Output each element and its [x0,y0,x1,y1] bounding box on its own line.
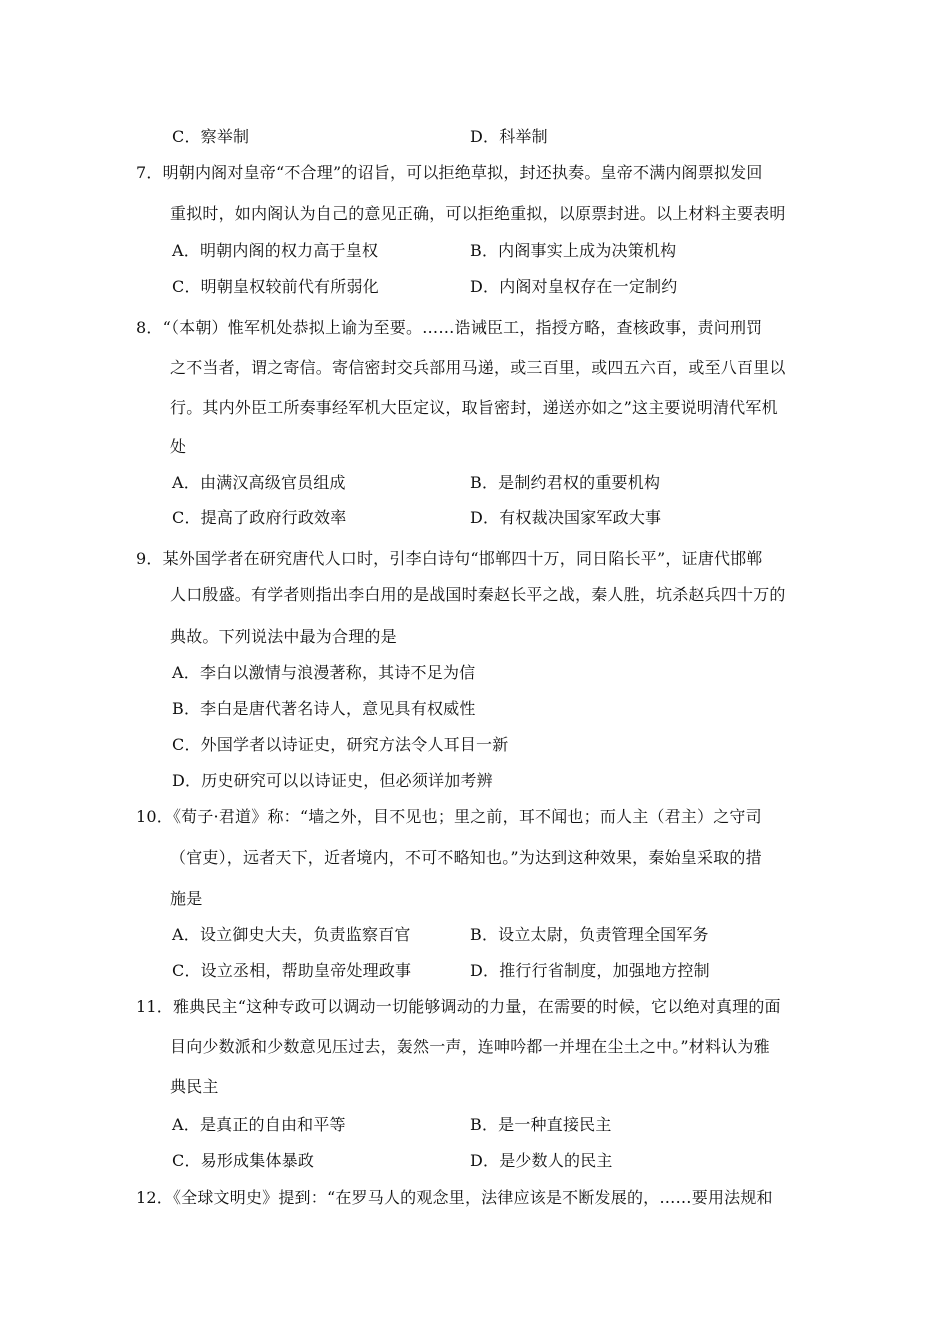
answer-option: B．李白是唐代著名诗人，意见具有权威性 [172,699,476,718]
question-stem-line: 12．《全球文明史》提到：“在罗马人的观念里，法律应该是不断发展的，……要用法规和 [136,1188,773,1207]
answer-option: B．是制约君权的重要机构 [470,473,661,492]
answer-option: D．历史研究可以以诗证史，但必须详加考辨 [172,771,493,790]
answer-option: B．是一种直接民主 [470,1115,612,1134]
answer-option: B．内阁事实上成为决策机构 [470,241,677,260]
answer-option: A．由满汉高级官员组成 [172,473,346,492]
question-stem-line: 人口殷盛。有学者则指出李白用的是战国时秦赵长平之战，秦人胜，坑杀赵兵四十万的 [170,585,786,604]
answer-option: C．设立丞相，帮助皇帝处理政事 [172,961,412,980]
question-stem-line: 典故。下列说法中最为合理的是 [170,627,397,646]
answer-option: A．李白以激情与浪漫著称，其诗不足为信 [172,663,476,682]
question-stem-line: 10．《荀子·君道》称：“墙之外，目不见也；里之前，耳不闻也；而人主（君主）之守司 [136,807,762,826]
question-stem-line: 8．“（本朝）惟军机处恭拟上谕为至要。……诰诫臣工，指授方略，查核政事，责问刑罚 [136,318,763,337]
answer-option: C．外国学者以诗证史，研究方法令人耳目一新 [172,735,509,754]
answer-option: A．明朝内阁的权力高于皇权 [172,241,379,260]
answer-option: D．是少数人的民主 [470,1151,613,1170]
answer-option: A．设立御史大夫，负责监察百官 [172,925,411,944]
question-stem-line: （官吏），远者天下，近者境内，不可不略知也。”为达到这种效果，秦始皇采取的措 [170,848,762,867]
answer-option: B．设立太尉，负责管理全国军务 [470,925,709,944]
question-stem-line: 目向少数派和少数意见压过去，轰然一声，连呻吟都一并埋在尘土之中。”材料认为雅 [170,1037,770,1056]
question-stem-line: 施是 [170,889,203,908]
answer-option: D．推行行省制度，加强地方控制 [470,961,710,980]
question-stem-line: 11．雅典民主“这种专政可以调动一切能够调动的力量，在需要的时候，它以绝对真理的面 [136,997,781,1016]
question-stem-line: 7．明朝内阁对皇帝“不合理”的诏旨，可以拒绝草拟，封还执奏。皇帝不满内阁票拟发回 [136,163,763,182]
answer-option: C．提高了政府行政效率 [172,508,347,527]
answer-option: C．易形成集体暴政 [172,1151,315,1170]
question-stem-line: 之不当者，谓之寄信。寄信密封交兵部用马递，或三百里，或四五六百，或至八百里以 [170,358,786,377]
answer-option: C．察举制 [172,127,250,146]
answer-option: D．内阁对皇权存在一定制约 [470,277,678,296]
answer-option: D．科举制 [470,127,548,146]
question-stem-line: 处 [170,437,187,456]
question-stem-line: 重拟时，如内阁认为自己的意见正确，可以拒绝重拟，以原票封进。以上材料主要表明 [170,204,786,223]
answer-option: C．明朝皇权较前代有所弱化 [172,277,379,296]
question-stem-line: 典民主 [170,1077,219,1096]
question-stem-line: 行。其内外臣工所奏事经军机大臣定议，取旨密封，递送亦如之”这主要说明清代军机 [170,398,778,417]
answer-option: A．是真正的自由和平等 [172,1115,346,1134]
question-stem-line: 9．某外国学者在研究唐代人口时，引李白诗句“邯郸四十万，同日陷长平”，证唐代邯郸 [136,549,763,568]
answer-option: D．有权裁决国家军政大事 [470,508,662,527]
